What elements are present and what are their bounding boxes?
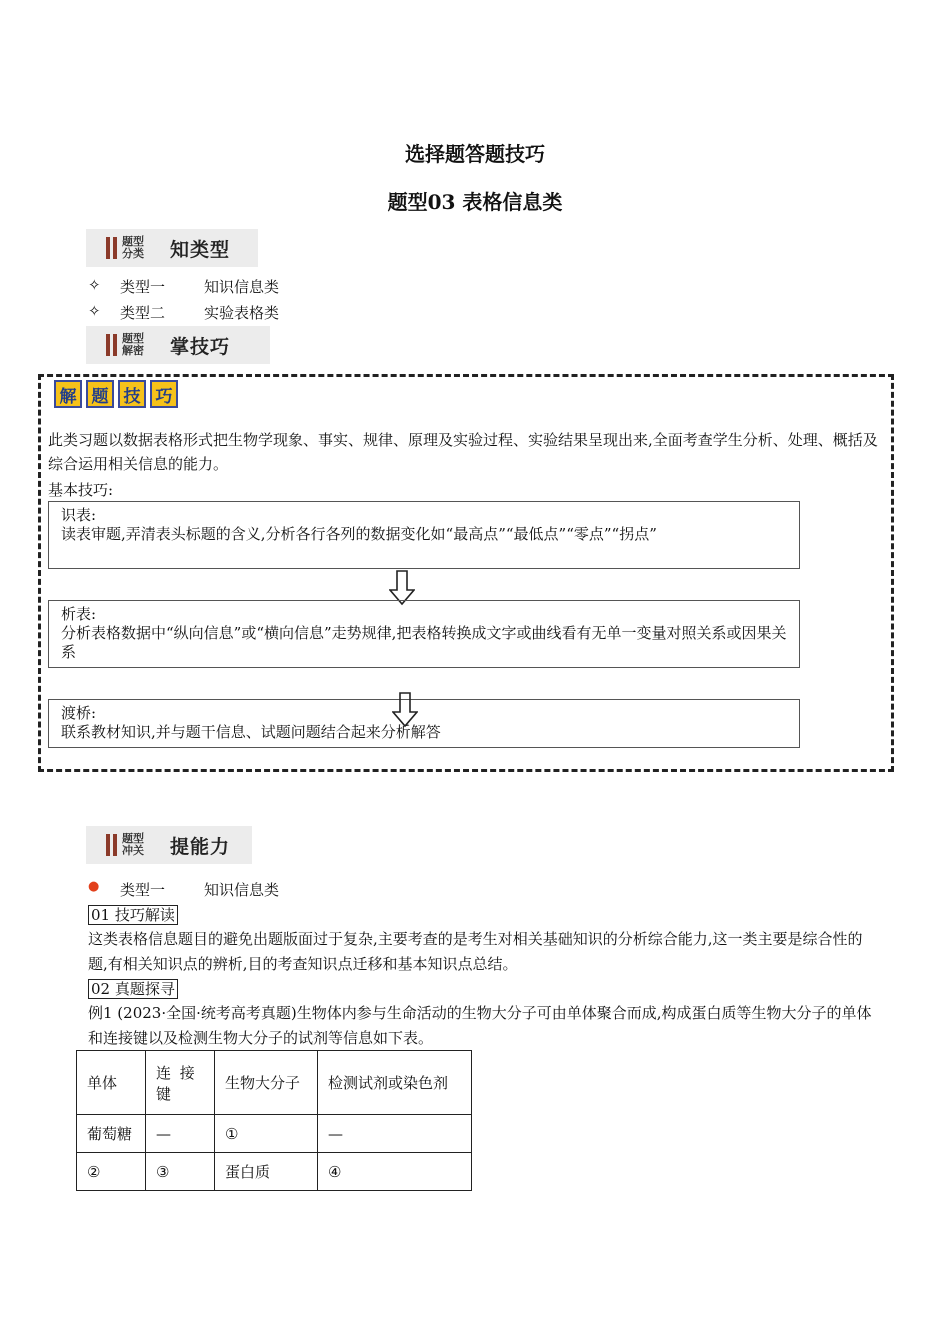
list-item [88, 879, 279, 900]
list-item [88, 302, 279, 323]
list-item-label: 类型一 [120, 278, 166, 296]
table-cell: ③ [146, 1153, 215, 1191]
subsection-label: 02 真题探寻 [88, 979, 178, 999]
table-header-cell: 连 接 键 [146, 1051, 215, 1115]
tip-tile: 技 [118, 380, 146, 408]
list-item-text: 知识信息类 [204, 278, 280, 296]
section-banner-skills [86, 326, 270, 364]
tip-tile: 巧 [150, 380, 178, 408]
table-cell: — [146, 1115, 215, 1153]
table-cell: ① [215, 1115, 318, 1153]
step-text: 分析表格数据中“纵向信息”或“横向信息”走势规律,把表格转换成文字或曲线看有无单一变量对照关系或因果关系 [61, 624, 787, 661]
table-cell: 蛋白质 [215, 1153, 318, 1191]
table-cell: — [318, 1115, 472, 1153]
page-subtitle: 题型03 表格信息类 [387, 190, 563, 214]
section-banner-types [86, 229, 258, 267]
question-table [76, 1050, 472, 1191]
banner-tag: 题型冲关 [122, 832, 144, 857]
section-banner-practice [86, 826, 252, 864]
step-box-bridge [48, 699, 800, 748]
banner-bars-icon [106, 334, 117, 356]
list-item-text: 知识信息类 [204, 881, 280, 899]
banner-name: 掌技巧 [170, 335, 231, 358]
down-arrow-icon [392, 692, 418, 728]
banner-tag: 题型解密 [122, 332, 144, 357]
list-item-label: 类型一 [120, 881, 166, 899]
diamond-bullet-icon: ✧ [88, 302, 101, 320]
tips-tiles [54, 380, 178, 408]
tip-tile: 解 [54, 380, 82, 408]
diamond-bullet-icon: ✧ [88, 276, 101, 294]
list-item-text: 实验表格类 [204, 304, 280, 322]
subsection-label: 01 技巧解读 [88, 905, 178, 925]
list-item [88, 276, 279, 297]
tips-basic-label: 基本技巧: [48, 481, 114, 499]
step-title: 识表: [61, 506, 97, 524]
table-header-cell: 生物大分子 [215, 1051, 318, 1115]
table-cell: 葡萄糖 [77, 1115, 146, 1153]
table-cell: ④ [318, 1153, 472, 1191]
drop-bullet-icon: ● [88, 879, 100, 894]
tips-intro: 此类习题以数据表格形式把生物学现象、事实、规律、原理及实验过程、实验结果呈现出来,全面考查学生分析、处理、概括及综合运用相关信息的能力。 [48, 431, 878, 473]
step-title: 析表: [61, 605, 97, 623]
skill-explanation: 这类表格信息题目的避免出题版面过于复杂,主要考查的是考生对相关基础知识的分析综合能力,这一类主要是综合性的题,有相关知识点的辨析,目的考查知识点迁移和基本知识点总结。 [88, 930, 863, 973]
page-title: 选择题答题技巧 [405, 142, 545, 166]
step-title: 渡桥: [61, 704, 97, 722]
step-text: 联系教材知识,并与题干信息、试题问题结合起来分析解答 [61, 723, 441, 741]
tip-tile: 题 [86, 380, 114, 408]
table-row [77, 1115, 472, 1153]
example-question: 例1 (2023·全国·统考高考真题)生物体内参与生命活动的生物大分子可由单体聚合而成,构成蛋白质等生物大分子的单体和连接键以及检测生物大分子的试剂等信息如下表。 [88, 1004, 872, 1047]
step-box-read [48, 501, 800, 569]
banner-name: 知类型 [170, 238, 231, 261]
step-box-analyze [48, 600, 800, 668]
list-item-label: 类型二 [120, 304, 166, 322]
step-text: 读表审题,弄清表头标题的含义,分析各行各列的数据变化如“最高点”“最低点”“零点”“拐点” [61, 525, 657, 543]
table-header-row [77, 1051, 472, 1115]
table-header-cell: 单体 [77, 1051, 146, 1115]
banner-bars-icon [106, 237, 117, 259]
table-cell: ② [77, 1153, 146, 1191]
banner-name: 提能力 [170, 835, 231, 858]
table-row [77, 1153, 472, 1191]
banner-bars-icon [106, 834, 117, 856]
banner-tag: 题型分类 [122, 235, 144, 260]
table-header-cell: 检测试剂或染色剂 [318, 1051, 472, 1115]
